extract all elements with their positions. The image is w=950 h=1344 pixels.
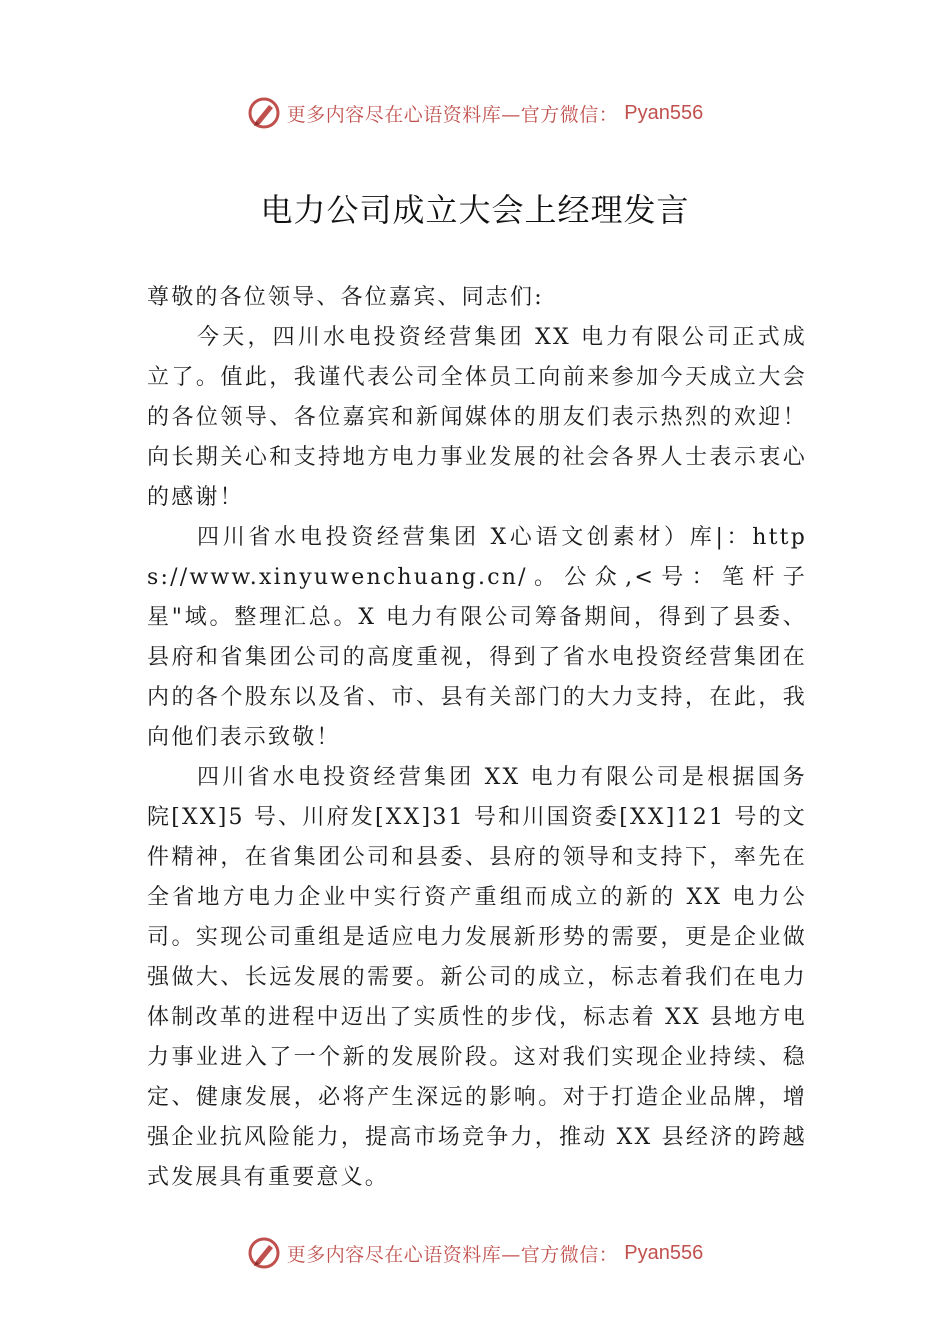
document-body <box>147 278 807 1198</box>
banner-wechat-id: Pyan556 <box>624 101 704 124</box>
document-title: 电力公司成立大会上经理发言 <box>260 191 690 229</box>
paragraph-3: 四川省水电投资经营集团 XX 电力有限公司是根据国务院[XX]5 号、川府发[XX]31 号和川国资委[XX]121 号的文件精神，在省集团公司和县委、县府的领导和支持下，率先在全省地方电力企业中实行资产重组而成立的新的 XX 电力公司。实现公司重组是适应电力发展新形势的需要，更是企业做强做大、长远发展的需要。新公司的成立，标志着我们在电力体制改革的进程中迈出了实质性的步伐，标志着 XX 县地方电力事业进入了一个新的发展阶段。这对我们实现企业持续、稳定、健康发展，必将产生深远的影响。对于打造企业品牌，增强企业抗风险能力，提高市场竞争力，推动 XX 县经济的跨越式发展具有重要意义。 <box>147 765 807 1190</box>
footer-banner <box>0 1233 950 1273</box>
paragraph-1: 今天，四川水电投资经营集团 XX 电力有限公司正式成立了。值此，我谨代表公司全体员工向前来参加今天成立大会的各位领导、各位嘉宾和新闻媒体的朋友们表示热烈的欢迎！向长期关心和支持地方电力事业发展的社会各界人士表示衷心的感谢！ <box>147 325 807 510</box>
header-banner <box>0 93 950 133</box>
paragraph-2: 四川省水电投资经营集团 X心语文创素材）库|：https://www.xinyuwenchuang.cn/。公众,<号：笔杆子星"域。整理汇总。X 电力有限公司筹备期间，得到了县委、县府和省集团公司的高度重视，得到了省水电投资经营集团在内的各个股东以及省、市、县有关部门的大力支持，在此，我向他们表示致敬！ <box>147 525 807 750</box>
pen-logo-icon <box>247 96 281 130</box>
banner-text: 更多内容尽在心语资料库—官方微信： <box>286 103 619 126</box>
pen-logo-icon <box>247 1236 281 1270</box>
banner-text: 更多内容尽在心语资料库—官方微信： <box>286 1243 619 1266</box>
banner-wechat-id: Pyan556 <box>624 1241 704 1264</box>
salutation: 尊敬的各位领导、各位嘉宾、同志们: <box>147 285 544 310</box>
